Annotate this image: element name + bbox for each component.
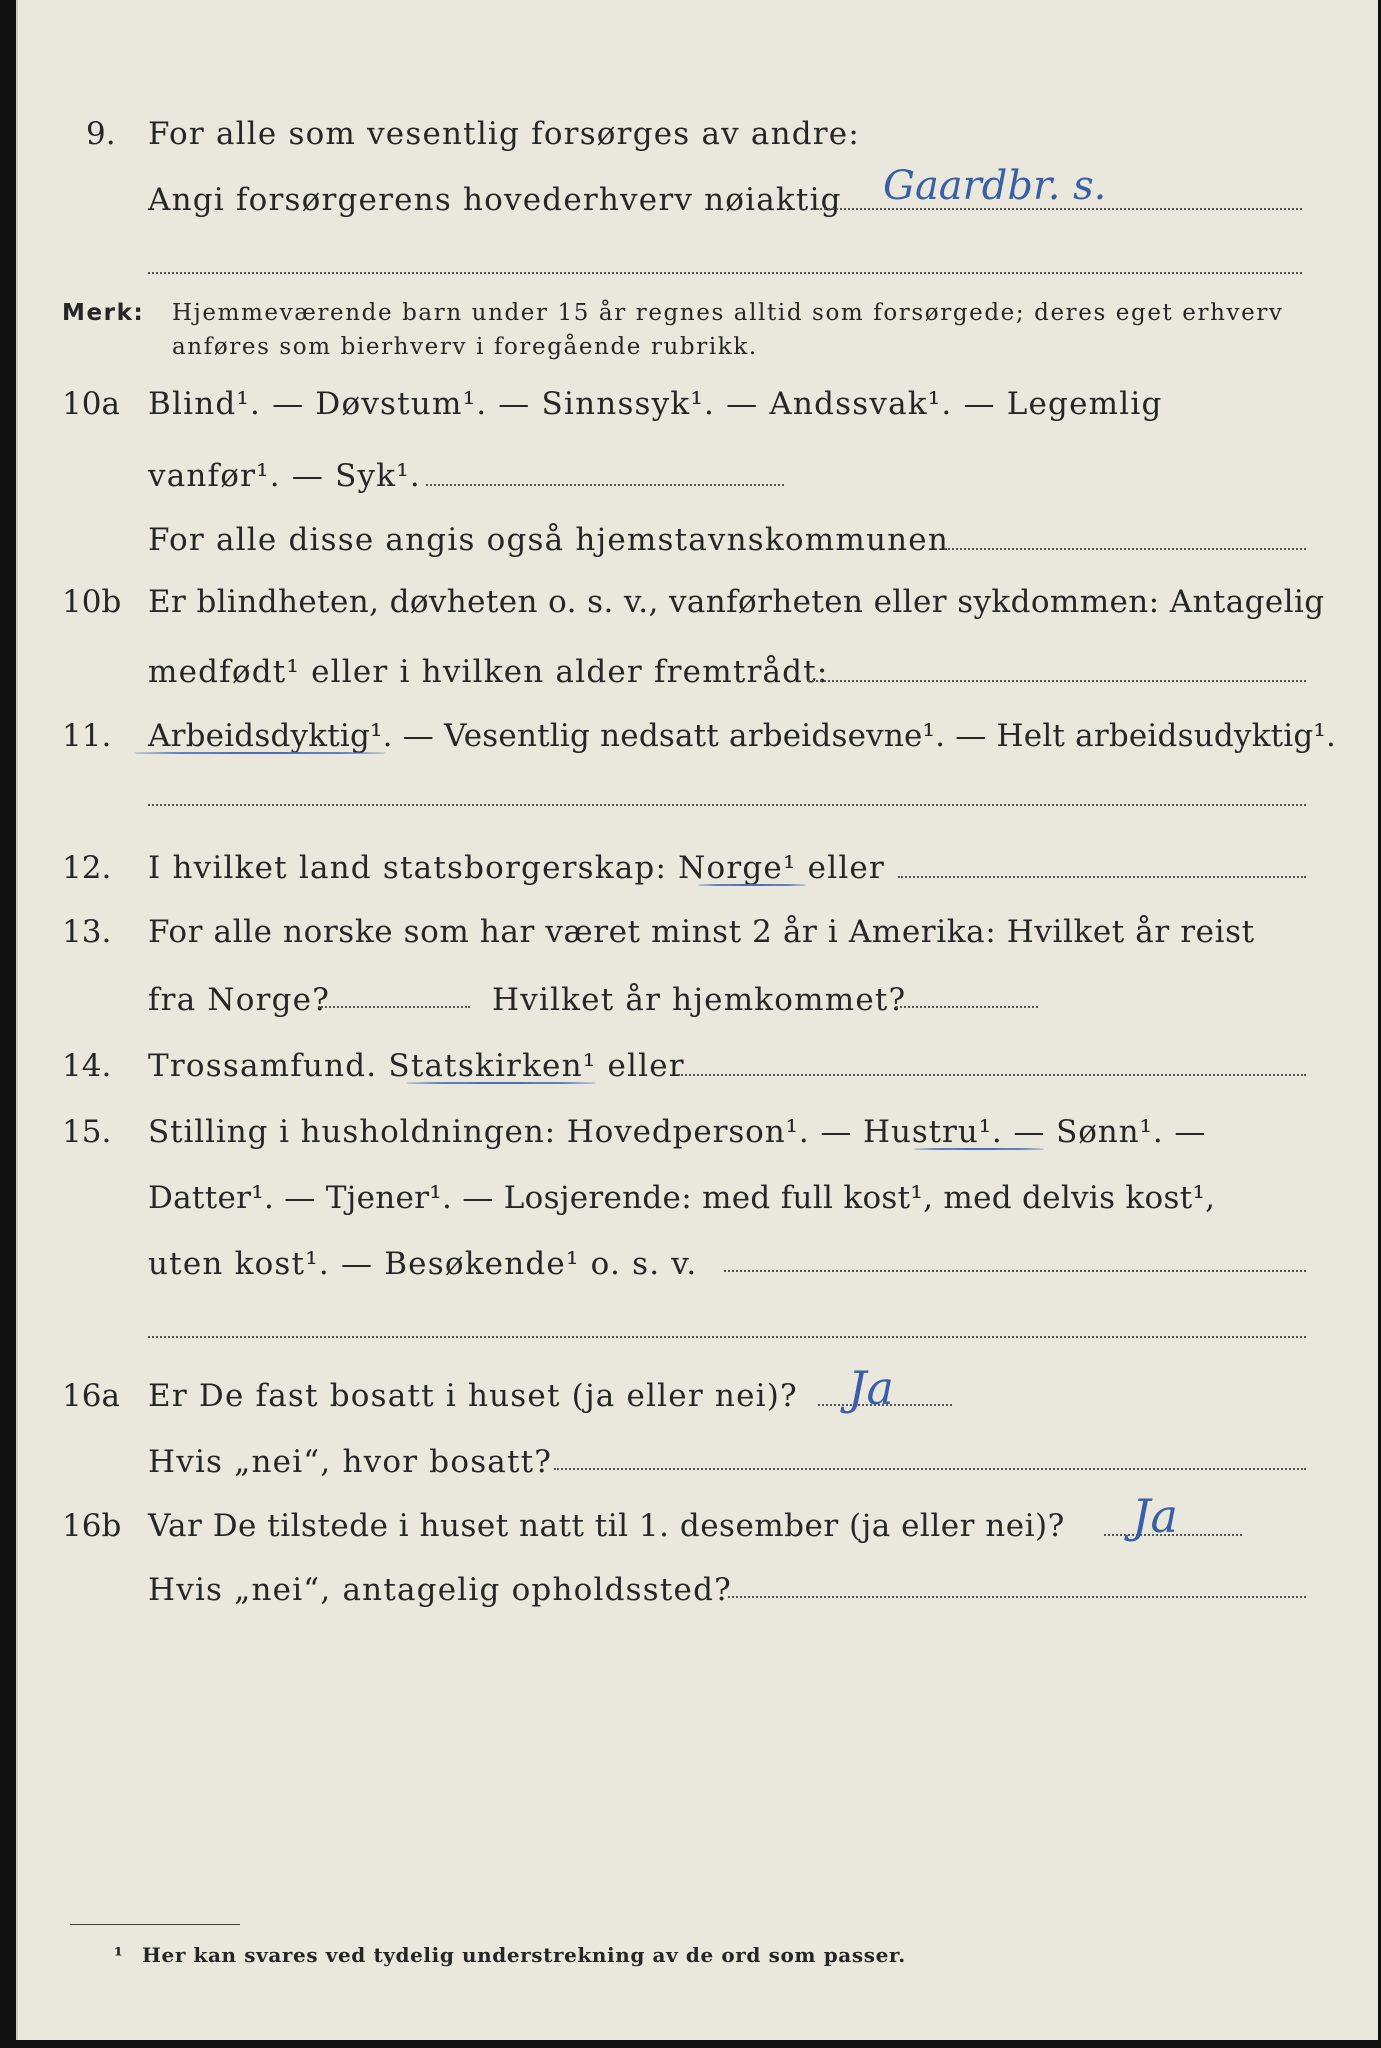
q14-number: 14. bbox=[62, 1048, 112, 1084]
q13-number: 13. bbox=[62, 914, 112, 950]
q10a-number: 10a bbox=[62, 386, 120, 422]
q9-line1: For alle som vesentlig forsørges av andre: bbox=[148, 116, 860, 152]
q16b-handwritten-answer: Ja bbox=[1132, 1489, 1178, 1543]
merk-label: Merk: bbox=[62, 300, 145, 326]
q12-norge-underline bbox=[698, 884, 806, 886]
q12-line1: I hvilket land statsborgerskap: Norge¹ eller bbox=[148, 850, 885, 886]
q11-arbeidsdyktig-underline bbox=[134, 752, 386, 754]
q11-number: 11. bbox=[62, 718, 112, 754]
q13-line1: For alle norske som har været minst 2 år i Amerika: Hvilket år reist bbox=[148, 914, 1255, 950]
q14-answer-line bbox=[678, 1074, 1306, 1076]
q15-number: 15. bbox=[62, 1114, 112, 1150]
merk-line2: anføres som bierhverv i foregående rubrikk. bbox=[172, 334, 758, 360]
q15-line1: Stilling i husholdningen: Hovedperson¹. — Hustru¹. — Sønn¹. — bbox=[148, 1114, 1207, 1150]
q10a-syk-line bbox=[426, 484, 784, 486]
q10a-line2: vanfør¹. — Syk¹. bbox=[148, 458, 421, 494]
q16a-line2: Hvis „nei“, hvor bosatt? bbox=[148, 1444, 553, 1480]
q10b-answer-line bbox=[808, 680, 1306, 682]
q13-line2a: fra Norge? bbox=[148, 982, 331, 1018]
q16b-opholdssted-line bbox=[728, 1596, 1306, 1598]
q11-line1: Arbeidsdyktig¹. — Vesentlig nedsatt arbeidsevne¹. — Helt arbeidsudyktig¹. bbox=[148, 718, 1337, 754]
q13-line2b: Hvilket år hjemkommet? bbox=[492, 982, 907, 1018]
q16a-handwritten-answer: Ja bbox=[848, 1361, 894, 1415]
q16b-line1: Var De tilstede i huset natt til 1. desember (ja eller nei)? bbox=[148, 1508, 1065, 1544]
census-form-page bbox=[16, 0, 1378, 2040]
q15-hustru-underline bbox=[914, 1148, 1044, 1150]
q16b-line2: Hvis „nei“, antagelig opholdssted? bbox=[148, 1572, 732, 1608]
q14-statskirken-underline bbox=[406, 1082, 596, 1084]
q13-hjemkommet-line bbox=[896, 1006, 1038, 1008]
q10a-line3: For alle disse angis også hjemstavnskommunen bbox=[148, 522, 949, 558]
q15-answer-line bbox=[724, 1270, 1306, 1272]
q12-number: 12. bbox=[62, 850, 112, 886]
q15-extra-line bbox=[148, 1336, 1306, 1338]
footnote-rule bbox=[70, 1924, 240, 1925]
q9-extra-line bbox=[148, 272, 1302, 274]
q10a-line1: Blind¹. — Døvstum¹. — Sinnssyk¹. — Andssvak¹. — Legemlig bbox=[148, 386, 1163, 422]
q9-handwritten-answer: Gaardbr. s. bbox=[883, 163, 1107, 209]
merk-line1: Hjemmeværende barn under 15 år regnes alltid som forsørgede; deres eget erhverv bbox=[172, 300, 1284, 326]
q12-answer-line bbox=[898, 876, 1306, 878]
q10a-hjemstavn-line bbox=[944, 548, 1306, 550]
q10b-number: 10b bbox=[62, 584, 122, 620]
footnote-marker: ¹ bbox=[114, 1943, 124, 1967]
q13-reist-line bbox=[318, 1006, 470, 1008]
q16a-line1: Er De fast bosatt i huset (ja eller nei)? bbox=[148, 1378, 798, 1414]
q16b-number: 16b bbox=[62, 1508, 122, 1544]
q16a-number: 16a bbox=[62, 1378, 120, 1414]
q15-line2: Datter¹. — Tjener¹. — Losjerende: med full kost¹, med delvis kost¹, bbox=[148, 1180, 1216, 1216]
q16a-bosatt-line bbox=[554, 1468, 1306, 1470]
q10b-line1: Er blindheten, døvheten o. s. v., vanførheten eller sykdommen: Antagelig bbox=[148, 584, 1325, 620]
q11-extra-line bbox=[148, 804, 1306, 806]
q9-number: 9. bbox=[86, 116, 116, 152]
q9-line2: Angi forsørgerens hovederhverv nøiaktig bbox=[148, 182, 842, 218]
q14-line1: Trossamfund. Statskirken¹ eller bbox=[148, 1048, 685, 1084]
q15-line3: uten kost¹. — Besøkende¹ o. s. v. bbox=[148, 1246, 698, 1282]
footnote-text: Her kan svares ved tydelig understrekning av de ord som passer. bbox=[142, 1943, 906, 1967]
q10b-line2: medfødt¹ eller i hvilken alder fremtrådt: bbox=[148, 654, 829, 690]
